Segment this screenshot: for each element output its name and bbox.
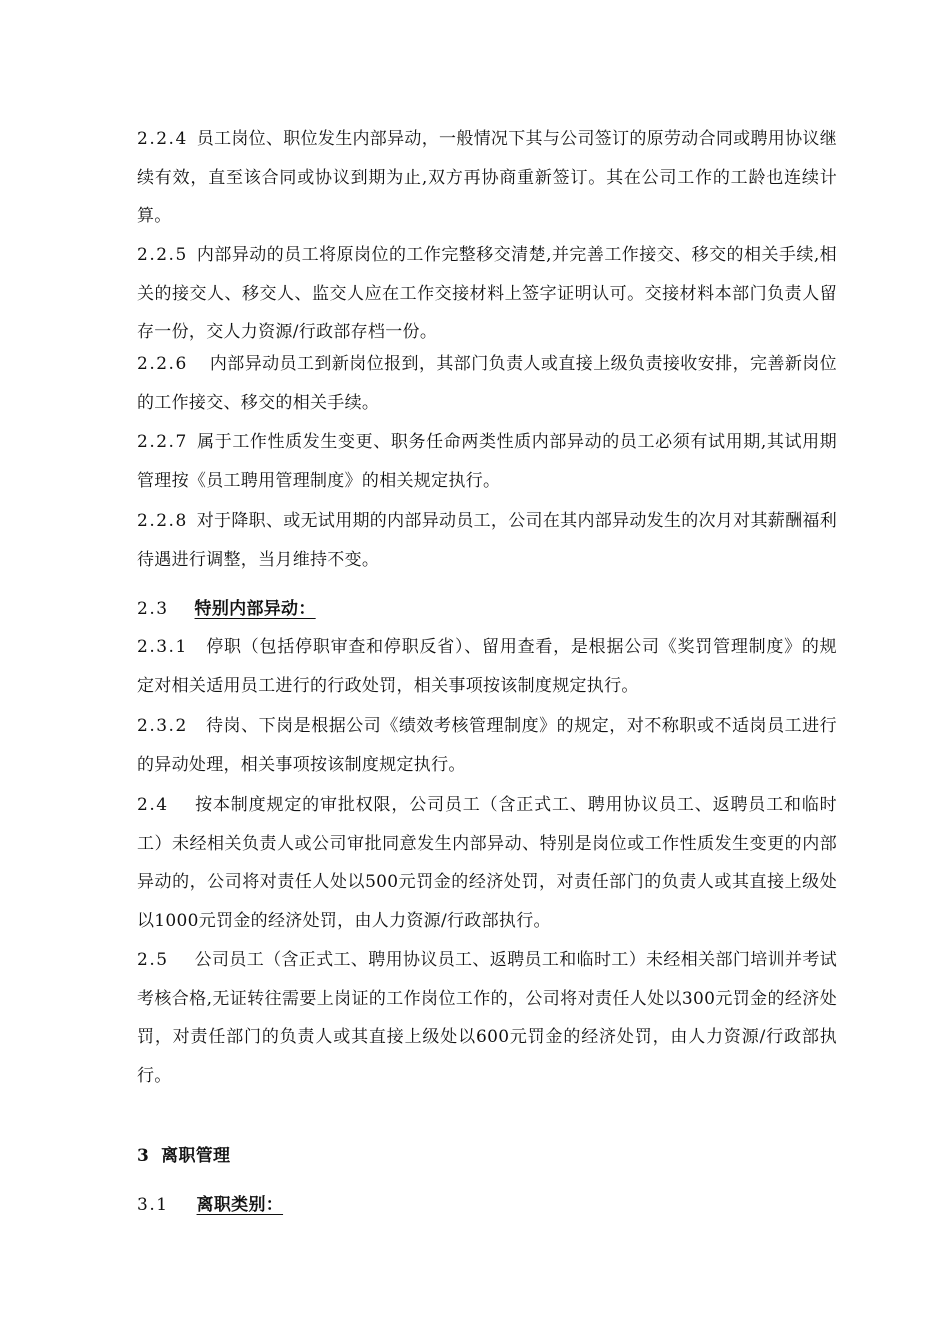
clause-number: 2.2.6: [137, 354, 188, 374]
clause-text: 对于降职、或无试用期的内部异动员工，公司在其内部异动发生的次月对其薪酬福利待遇进行调整，当月维持不变。: [137, 511, 837, 570]
section-heading: 离职类别：: [196, 1195, 284, 1215]
section-heading: 特别内部异动：: [194, 599, 316, 619]
clause-text: 公司员工（含正式工、聘用协议员工、返聘员工和临时工）未经相关部门培训并考试考核合格,无证转往需要上岗证的工作岗位工作的，公司将对责任人处以300元罚金的经济处罚，对责任部门的负责人或其直接上级处以600元罚金的经济处罚，由人力资源/行政部执行。: [137, 950, 837, 1086]
chapter-number: 3: [137, 1146, 150, 1166]
clause-text: 内部异动员工到新岗位报到，其部门负责人或直接上级负责接收安排，完善新岗位的工作接交、移交的相关手续。: [137, 354, 837, 413]
section-number: 3.1: [137, 1195, 169, 1215]
chapter-title: 离职管理: [161, 1146, 231, 1166]
clause-2-2-6: [137, 345, 837, 422]
clause-2-3-1: [137, 628, 837, 705]
clause-text: 待岗、下岗是根据公司《绩效考核管理制度》的规定，对不称职或不适岗员工进行的异动处理，相关事项按该制度规定执行。: [137, 716, 837, 775]
clause-text: 属于工作性质发生变更、职务任命两类性质内部异动的员工必须有试用期,其试用期管理按《员工聘用管理制度》的相关规定执行。: [137, 432, 837, 491]
clause-2-2-5: [137, 236, 837, 352]
clause-2-2-7: [137, 423, 837, 500]
clause-number: 2.3.1: [137, 637, 188, 657]
clause-number: 2.3.2: [137, 716, 188, 736]
chapter-3-title: [137, 1137, 837, 1176]
clause-2-5: [137, 941, 837, 1095]
clause-text: 按本制度规定的审批权限，公司员工（含正式工、聘用协议员工、返聘员工和临时工）未经相关负责人或公司审批同意发生内部异动、特别是岗位或工作性质发生变更的内部异动的，公司将对责任人处以500元罚金的经济处罚，对责任部门的负责人或其直接上级处以1000元罚金的经济处罚，由人力资源/行政部执行。: [137, 795, 837, 931]
clause-number: 2.5: [137, 950, 169, 970]
clause-text: 内部异动的员工将原岗位的工作完整移交清楚,并完善工作接交、移交的相关手续,相关的接交人、移交人、监交人应在工作交接材料上签字证明认可。交接材料本部门负责人留存一份，交人力资源/行政部存档一份。: [137, 245, 837, 342]
clause-2-4: [137, 786, 837, 940]
clause-2-3-2: [137, 707, 837, 784]
clause-2-2-8: [137, 502, 837, 579]
clause-number: 2.2.7: [137, 432, 188, 452]
clause-text: 员工岗位、职位发生内部异动，一般情况下其与公司签订的原劳动合同或聘用协议继续有效，直至该合同或协议到期为止,双方再协商重新签订。其在公司工作的工龄也连续计算。: [137, 129, 837, 226]
clause-number: 2.2.4: [137, 129, 188, 149]
clause-number: 2.4: [137, 795, 169, 815]
clause-number: 2.2.5: [137, 245, 188, 265]
clause-number: 2.2.8: [137, 511, 188, 531]
clause-2-2-4: [137, 120, 837, 236]
section-2-3: [137, 590, 837, 629]
section-3-1: [137, 1186, 837, 1225]
section-number: 2.3: [137, 599, 169, 619]
clause-text: 停职（包括停职审查和停职反省）、留用查看，是根据公司《奖罚管理制度》的规定对相关适用员工进行的行政处罚，相关事项按该制度规定执行。: [137, 637, 837, 696]
